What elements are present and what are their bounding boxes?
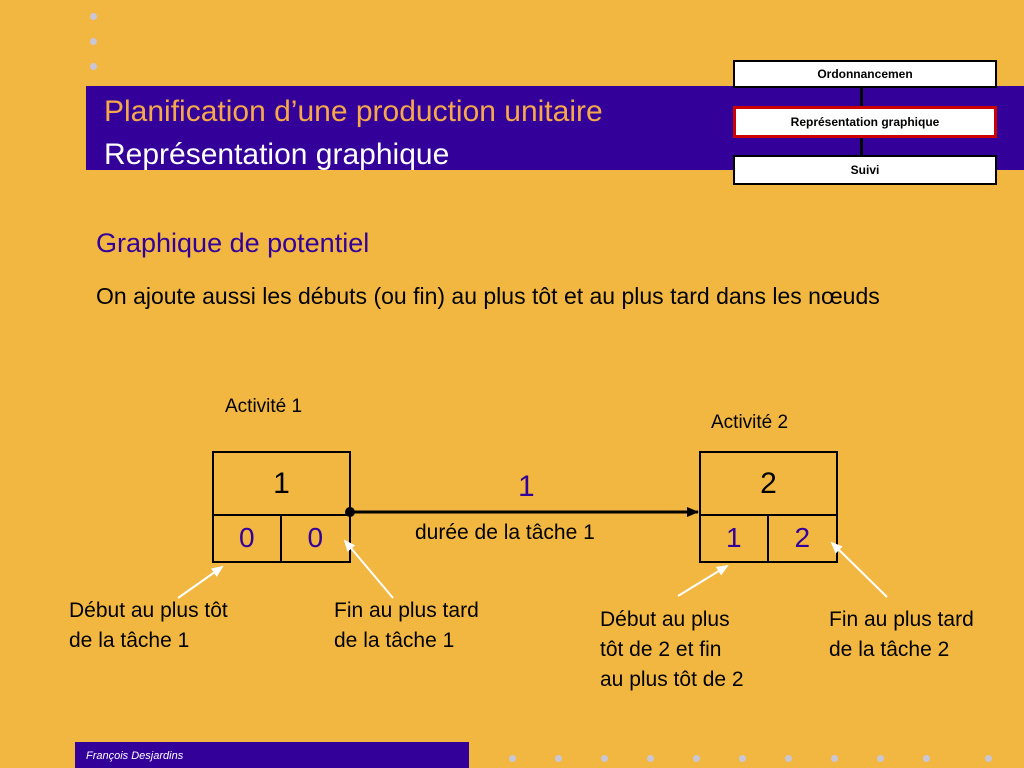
decor-dot — [693, 755, 700, 762]
section-body: On ajoute aussi les débuts (ou fin) au plus tôt et au plus tard dans les nœuds — [96, 283, 880, 309]
decor-dot — [601, 755, 608, 762]
arrow-duration: 1 — [518, 470, 535, 503]
nav-item-label: Ordonnancemen — [817, 67, 913, 81]
arrow-caption: durée de la tâche 1 — [415, 521, 595, 544]
caption-line: au plus tôt de 2 — [600, 668, 744, 691]
caption-line: de la tâche 2 — [829, 638, 950, 661]
caption-line: tôt de 2 et fin — [600, 638, 722, 661]
caption-fin-plus-tard-2 — [829, 605, 974, 665]
pointer-c2 — [345, 541, 393, 598]
caption-line: de la tâche 1 — [334, 629, 455, 652]
node-1-latest: 0 — [307, 521, 324, 553]
caption-line: Début au plus tôt — [69, 599, 228, 622]
decor-dot — [923, 755, 930, 762]
decor-dot — [739, 755, 746, 762]
pointer-c3 — [678, 566, 727, 596]
nav-item-label: Suivi — [850, 163, 880, 177]
activity2-label: Activité 2 — [711, 412, 789, 433]
decor-dot — [877, 755, 884, 762]
node-1-number: 1 — [214, 453, 349, 516]
caption-line: de la tâche 1 — [69, 629, 190, 652]
caption-debut-plus-tot-2 — [600, 605, 744, 695]
activity1-label: Activité 1 — [225, 396, 303, 417]
slide-title: Planification d’une production unitaire — [104, 95, 603, 128]
node-2-number: 2 — [701, 453, 836, 516]
pointer-c4 — [832, 543, 887, 597]
decor-dot — [985, 755, 992, 762]
caption-debut-plus-tot-1 — [69, 596, 228, 656]
footer-author: François Desjardins — [86, 750, 184, 762]
node-2-latest: 2 — [794, 521, 811, 553]
node-2-earliest: 1 — [701, 514, 769, 561]
caption-line: Début au plus — [600, 608, 730, 631]
slide-subtitle: Représentation graphique — [104, 138, 450, 171]
decor-dot — [647, 755, 654, 762]
arrow-origin-dot — [345, 507, 355, 517]
caption-fin-plus-tard-1 — [334, 596, 479, 656]
pointer-c1 — [178, 567, 222, 598]
caption-line: Fin au plus tard — [334, 599, 479, 622]
node-1-earliest: 0 — [214, 514, 282, 561]
section-heading: Graphique de potentiel — [96, 228, 370, 258]
decor-dot — [785, 755, 792, 762]
decor-dot — [555, 755, 562, 762]
nav-item-label: Représentation graphique — [790, 115, 940, 129]
caption-line: Fin au plus tard — [829, 608, 974, 631]
decor-dot — [831, 755, 838, 762]
decor-dot — [509, 755, 516, 762]
